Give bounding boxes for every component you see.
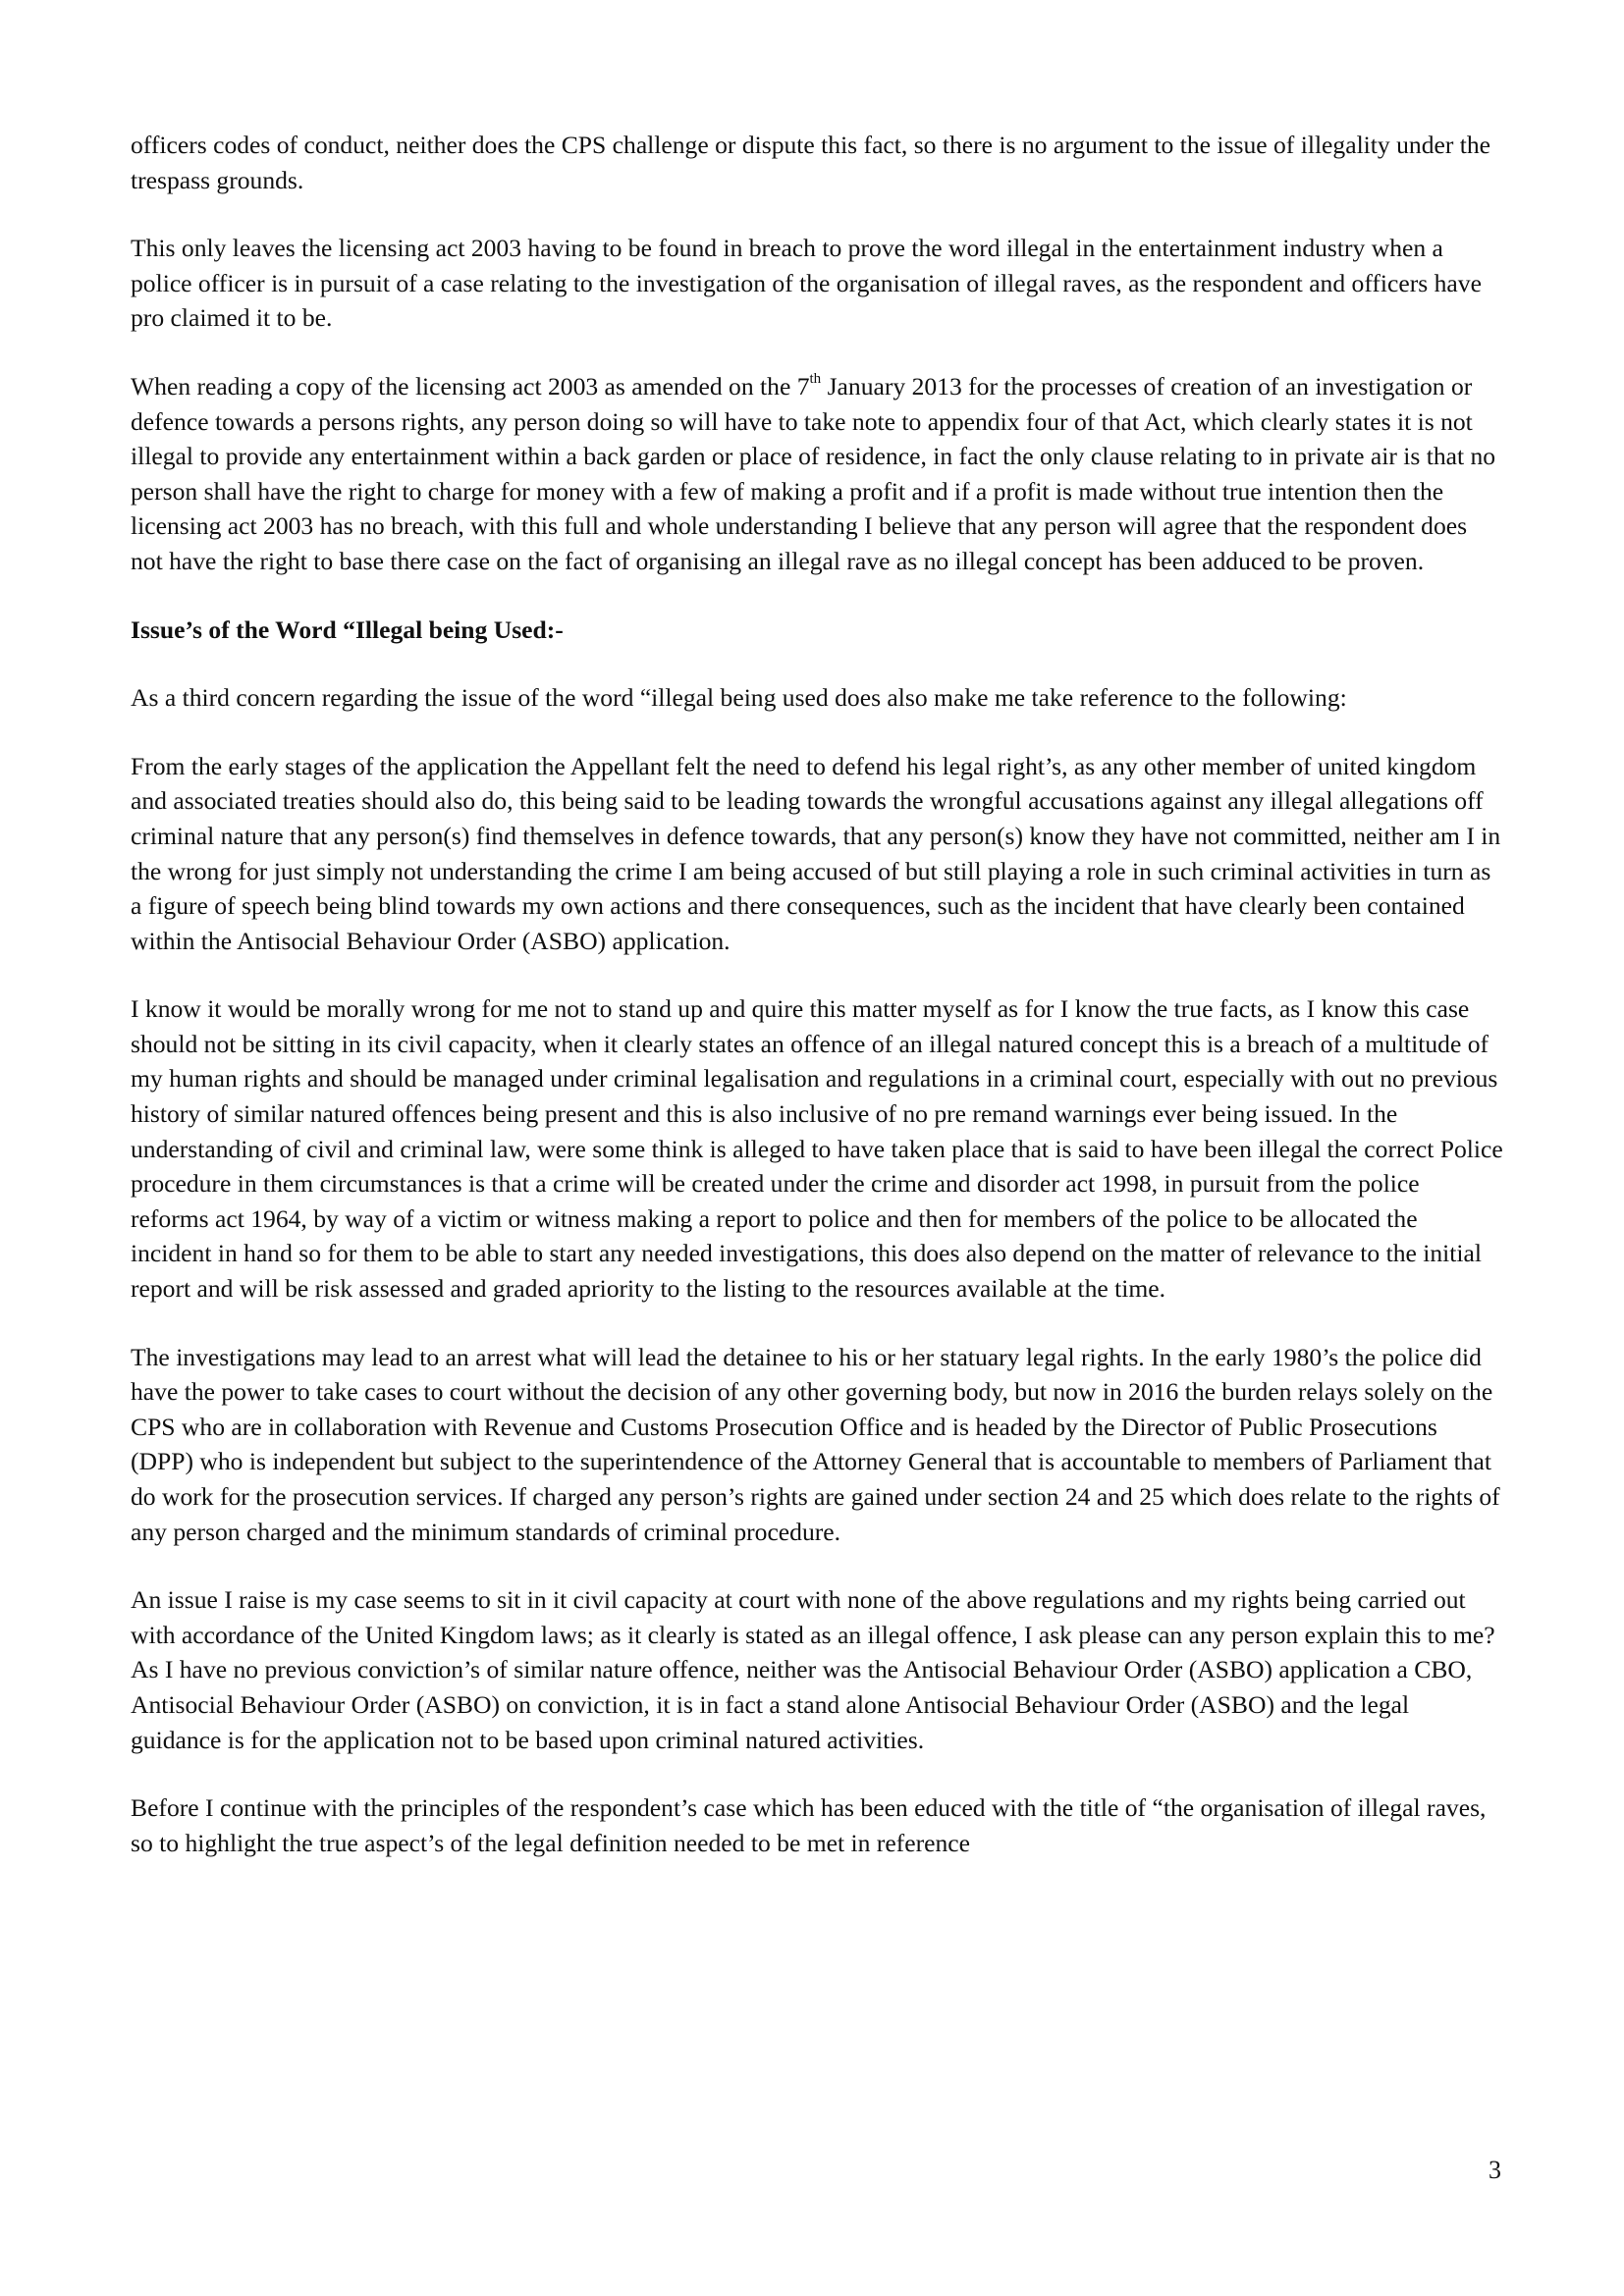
section-heading: Issue’s of the Word “Illegal being Used:-: [131, 614, 564, 644]
paragraph-morally-wrong: I know it would be morally wrong for me not to stand up and quire this matter myself as for I know the true facts, as I know this case should not be sitting in its civil capacity, when it clearly states an offence of an illegal natured concept this is a breach of a multitude of my human rights and should be managed under criminal legalisation and regulations in a criminal court, especially with out no previous history of similar natured offences being present and this is also inclusive of no pre remand warnings ever being issued. In the understanding of civil and criminal law, were some think is alleged to have taken place that is said to have been illegal the correct Police procedure in them circumstances is that a crime will be created under the crime and disorder act 1998, in pursuit from the police reforms act 1964, by way of a victim or witness making a report to police and then for members of the police to be allocated the incident in hand so for them to be able to start any needed investigations, this does also depend on the matter of relevance to the initial report and will be risk assessed and graded apriority to the listing to the resources available at the time.: [131, 994, 1503, 1304]
paragraph-civil-capacity: An issue I raise is my case seems to sit in it civil capacity at court with none of the above regulations and my rights being carried out with accordance of the United Kingdom laws; as it clearly is stated as an illegal offence, I ask please can any person explain this to me? As I have no previous conviction’s of similar nature offence, neither was the Antisocial Behaviour Order (ASBO) application a CBO, Antisocial Behaviour Order (ASBO) on conviction, it is in fact a stand alone Antisocial Behaviour Order (ASBO) and the legal guidance is for the application not to be based upon criminal natured activities.: [131, 1585, 1495, 1754]
paragraph-text-end: January 2013 for the processes of creation of an investigation or defence towards a persons rights, any person doing so will have to take note to appendix four of that Act, which clearly states it is not illegal to provide any entertainment within a back garden or place of residence, in fact the only clause relating to in private air is that no person shall have the right to charge for money with a few of making a profit and if a profit is made without true intention then the licensing act 2003 has no breach, with this full and whole understanding I believe that any person will agree that the respondent does not have the right to base there case on the fact of organising an illegal rave as no illegal concept has been adduced to be proven.: [131, 371, 1496, 575]
paragraph-trespass: officers codes of conduct, neither does the CPS challenge or dispute this fact, so there is no argument to the issue of illegality under the trespass grounds.: [131, 131, 1491, 194]
ordinal-superscript: th: [809, 371, 822, 388]
paragraph-third-concern: As a third concern regarding the issue of the word “illegal being used does also make me take reference to the following:: [131, 683, 1347, 713]
paragraph-licensing-breach: This only leaves the licensing act 2003 having to be found in breach to prove the word illegal in the entertainment industry when a police officer is in pursuit of a case relating to the investigation of the organisation of illegal raves, as the respondent and officers have pro claimed it to be.: [131, 234, 1482, 333]
page-number: 3: [1489, 2156, 1501, 2184]
paragraph-text-start: When reading a copy of the licensing act 2003 as amended on the 7: [131, 371, 810, 400]
paragraph-investigations: The investigations may lead to an arrest what will lead the detainee to his or her statuary legal rights. In the early 1980’s the police did have the power to take cases to court without the decision of any other governing body, but now in 2016 the burden relays solely on the CPS who are in collaboration with Revenue and Customs Prosecution Office and is headed by the Director of Public Prosecutions (DPP) who is independent but subject to the superintendence of the Attorney General that is accountable to members of Parliament that do work for the prosecution services. If charged any person’s rights are gained under section 24 and 25 which does relate to the rights of any person charged and the minimum standards of criminal procedure.: [131, 1342, 1500, 1546]
paragraph-early-stages: From the early stages of the application the Appellant felt the need to defend his legal right’s, as any other member of united kingdom and associated treaties should also do, this being said to be leading towards the wrongful accusations against any illegal allegations off criminal nature that any person(s) find themselves in defence towards, that any person(s) know they have not committed, neither am I in the wrong for just simply not understanding the crime I am being accused of but still playing a role in such criminal activities in turn as a figure of speech being blind towards my own actions and there consequences, such as the incident that have clearly been contained within the Antisocial Behaviour Order (ASBO) application.: [131, 751, 1501, 955]
paragraph-before-continue: Before I continue with the principles of the respondent’s case which has been educed with the title of “the organisation of illegal raves, so to highlight the true aspect’s of the legal definition needed to be met in reference: [131, 1793, 1487, 1857]
document-body: [131, 128, 1503, 1894]
paragraph-licensing-act-reading: [131, 369, 1503, 579]
